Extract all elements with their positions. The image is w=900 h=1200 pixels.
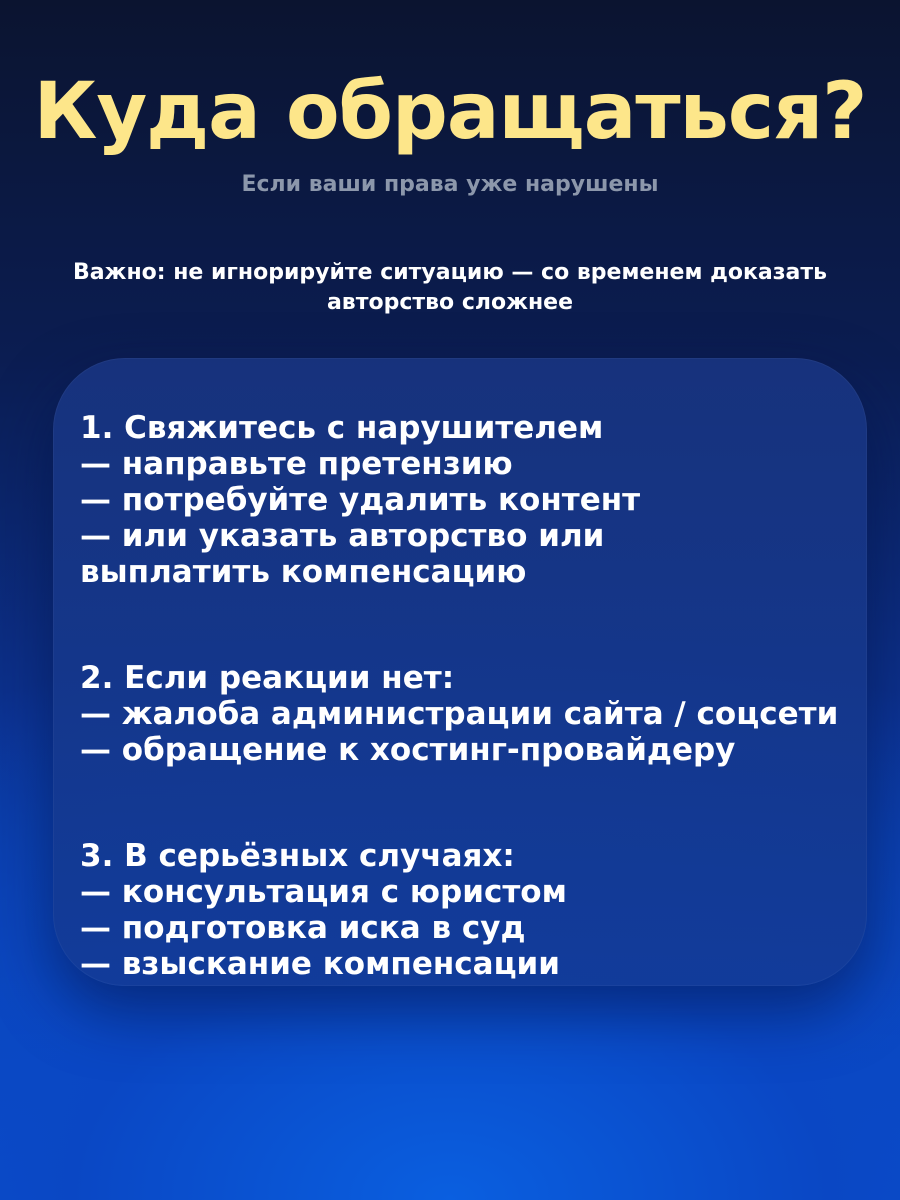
step-serious-cases [80,838,870,982]
step-no-reaction [80,660,870,768]
step-item: — подготовка иска в суд [80,910,526,946]
step-heading: 1. Свяжитесь с нарушителем [80,410,604,446]
step-item: — потребуйте удалить контент [80,482,641,518]
step-item: — жалоба администрации сайта / соцсети [80,696,839,732]
page-title: Куда обращаться? [33,67,867,157]
step-item: — направьте претензию [80,446,513,482]
step-item: — консультация с юристом [80,874,567,910]
important-note [20,258,880,318]
step-heading: 3. В серьёзных случаях: [80,838,515,874]
step-item: — обращение к хостинг-провайдеру [80,732,736,768]
step-item: выплатить компенсацию [80,554,527,590]
step-contact-violator [80,410,870,590]
step-item: — взыскание компенсации [80,946,561,982]
important-note-line: Важно: не игнорируйте ситуацию — со временем доказать [72,260,828,285]
step-heading: 2. Если реакции нет: [80,660,455,696]
page-subtitle: Если ваши права уже нарушены [241,172,659,197]
step-item: — или указать авторство или [80,518,605,554]
important-note-line: авторство сложнее [326,290,574,315]
steps-list [80,410,870,1052]
